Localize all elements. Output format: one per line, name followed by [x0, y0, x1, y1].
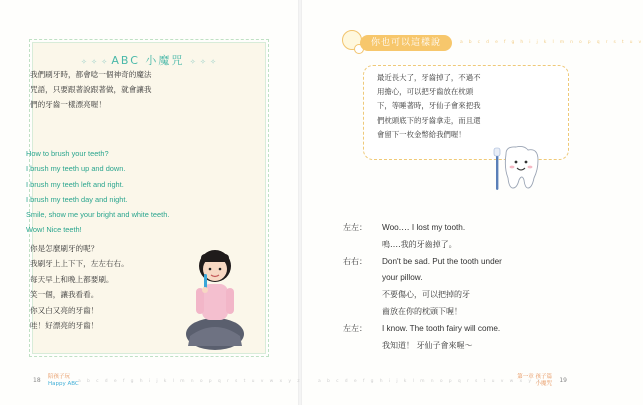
- note-line: 用擔心，可以把牙齒放在枕頭: [377, 87, 474, 97]
- english-line: Wow! Nice teeth!: [26, 225, 82, 235]
- page-number: 18: [33, 377, 41, 384]
- dialogue-line: 齒放在你的枕頭下喔！: [382, 306, 462, 316]
- footer-title: 第一章 孩子篇: [517, 374, 552, 380]
- dialogue-row: [343, 254, 583, 321]
- card-title: [33, 52, 265, 68]
- dialogue: [343, 220, 583, 354]
- note-line: 會留下一枚金幣給我們喔！: [377, 129, 466, 139]
- english-line: Smile, show me your bright and white teeth.: [26, 210, 170, 220]
- tip-note-text: [377, 71, 557, 142]
- alphabet-strip: a b c d e f g h i j k l m n o p q r s t u v w x y z: [318, 379, 543, 384]
- footer-book-title: [48, 374, 79, 388]
- dialogue-row: [343, 220, 583, 254]
- chinese-line: 每天早上和晚上都要刷。: [30, 274, 114, 284]
- chinese-line: 笑一個，讓我看看。: [30, 290, 99, 300]
- footer-chapter: [517, 374, 552, 388]
- dialogue-text: [382, 254, 502, 321]
- speaker-label: 左左：: [343, 323, 367, 333]
- dialogue-line: 嗚‥‥我的牙齒掉了。: [382, 239, 457, 249]
- star-decoration-icon: ✧ ✧ ✧: [81, 58, 112, 66]
- note-line: 最近長大了，牙齒掉了，不過不: [377, 73, 481, 82]
- english-line: How to brush your teeth?: [26, 149, 109, 158]
- dialogue-line: 不要傷心，可以把掉的牙: [382, 290, 470, 300]
- tooth-character-icon: [492, 144, 544, 192]
- dialogue-line: 我知道！ 牙仙子會來喔～: [382, 340, 473, 350]
- chinese-line: 你是怎麼刷牙的呢？: [30, 244, 99, 253]
- star-decoration-icon: ✧ ✧ ✧: [189, 58, 217, 66]
- chinese-line: 我刷牙上上下下，左左右右。: [30, 259, 129, 269]
- page-number: 19: [559, 377, 567, 384]
- footer-subtitle: 小魔咒: [535, 381, 552, 387]
- intro-line: 們的牙齒一樣漂亮喔！: [30, 100, 106, 109]
- intro-paragraph: [30, 67, 210, 112]
- note-line: 們枕頭底下的牙齒拿走，而且還: [377, 115, 481, 125]
- english-line: I brush my teeth up and down.: [26, 164, 126, 174]
- footer-subtitle: Happy ABC: [48, 381, 79, 387]
- english-line: I brush my teeth left and right.: [26, 179, 124, 189]
- english-line: I brush my teeth day and night.: [26, 194, 128, 204]
- chinese-line: 哇！好漂亮的牙齒！: [30, 321, 99, 331]
- chinese-chant: [30, 241, 160, 333]
- english-chant: [26, 146, 226, 238]
- section-header: 你也可以這樣說: [360, 35, 452, 51]
- dialogue-line: I know. The tooth fairy will come.: [382, 323, 501, 333]
- girl-brushing-teeth-photo: [184, 238, 246, 348]
- intro-line: 咒語，只要跟著說跟著做，就會讓我: [30, 85, 152, 94]
- left-page: [0, 0, 303, 405]
- card-title-text: ABC 小魔咒: [111, 54, 185, 67]
- intro-line: 我們刷牙時，都會唸一個神奇的魔法: [30, 70, 152, 79]
- dialogue-text: [382, 321, 500, 355]
- dialogue-line: Don't be sad. Put the tooth under: [382, 256, 502, 266]
- dialogue-text: [382, 220, 465, 254]
- dialogue-line: Woo‥‥ I lost my tooth.: [382, 223, 466, 232]
- right-page: [300, 0, 643, 405]
- speaker-label: 左左：: [343, 223, 367, 232]
- note-line: 下，等睡著時，牙仙子會來把我: [377, 101, 481, 111]
- footer-title: 陪孩子玩: [48, 374, 71, 380]
- dialogue-line: your pillow.: [382, 273, 423, 283]
- speaker-label: 右右：: [343, 256, 367, 266]
- header-alphabet-strip: a b c d e f g h i j k l m n o p q r s t u v: [460, 40, 643, 45]
- alphabet-strip: a b c d e f g h i j k l m n o p q r s t u v w x y z: [78, 379, 303, 384]
- chinese-line: 你又白又亮的牙齒！: [30, 305, 99, 315]
- dialogue-row: [343, 321, 583, 355]
